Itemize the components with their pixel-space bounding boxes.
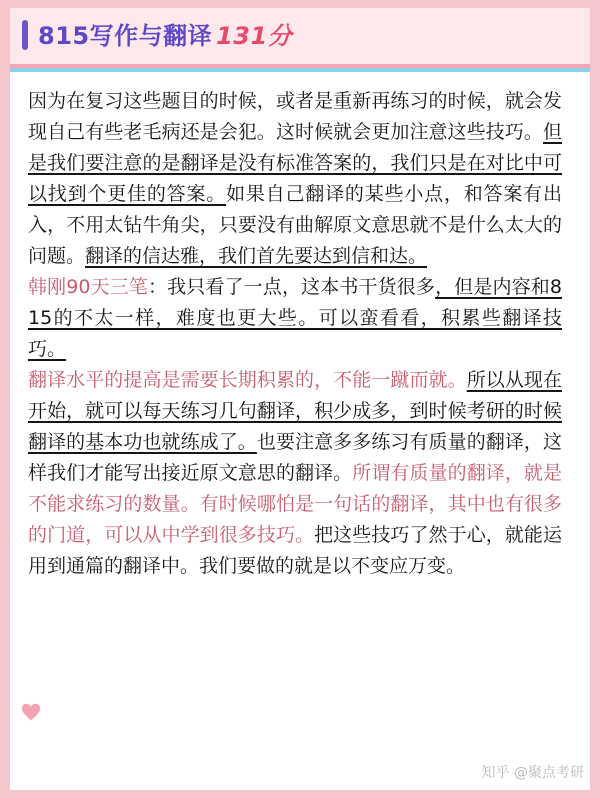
text-segment: ：我只看了一点，这本书干货很多 bbox=[148, 276, 436, 298]
text-segment-underlined: ，但是内容和815的不太一样，难度也更大些。可以蛮看看，积累些翻译技巧。 bbox=[28, 276, 562, 360]
score-text: 131分 bbox=[216, 22, 293, 50]
title-text: 815写作与翻译 bbox=[38, 22, 213, 50]
text-segment: 因为在复习这些题目的时候，或者是重新再练习的时候，就会发现自己有些老毛病还是会犯。这时候就会更加注意这些技巧。 bbox=[28, 90, 562, 143]
text-segment-underlined: 翻译的信达雅，我们首先要达到信和达。 bbox=[85, 245, 428, 267]
text-segment-underlined: 但是我们要注意的是翻译是没有标准答案的，我们只是在对比中可以找到个更佳的答案。 bbox=[28, 121, 562, 205]
text-segment: 如果自己翻译的某些小点，和答案有出入，不用太钻牛角尖，只要没有曲解原文意思就不是什么太大的问题。 bbox=[28, 183, 562, 267]
page-title bbox=[38, 20, 292, 52]
heart-icon bbox=[20, 701, 42, 723]
text-segment-highlight: 翻译水平的提高是需要长期积累的，不能一蹴而就。 bbox=[28, 369, 467, 391]
body-text bbox=[28, 86, 562, 582]
text-segment-highlight: 韩刚90天三笔 bbox=[28, 276, 148, 298]
text-segment: 把这些技巧了然于心，就能运用到通篇的翻译中。我们要做的就是以不变应万变。 bbox=[28, 524, 562, 577]
text-segment-underlined: 所以从现在开始，就可以每天练习几句翻译，积少成多，到时候考研的时候翻译的基本功也就练成了。 bbox=[28, 369, 562, 453]
text-segment-highlight: 所谓有质量的翻译，就是不能求练习的数量。有时候哪怕是一句话的翻译，其中也有很多的门道，可以从中学到很多技巧。 bbox=[28, 462, 562, 546]
divider-blue bbox=[10, 68, 590, 72]
watermark: 知乎 @聚点考研 bbox=[481, 765, 584, 781]
note-card bbox=[10, 8, 590, 790]
header-band bbox=[10, 8, 590, 64]
header-accent-bar bbox=[22, 20, 28, 50]
text-segment: 也要注意多多练习有质量的翻译，这样我们才能写出接近原文意思的翻译。 bbox=[28, 431, 562, 484]
